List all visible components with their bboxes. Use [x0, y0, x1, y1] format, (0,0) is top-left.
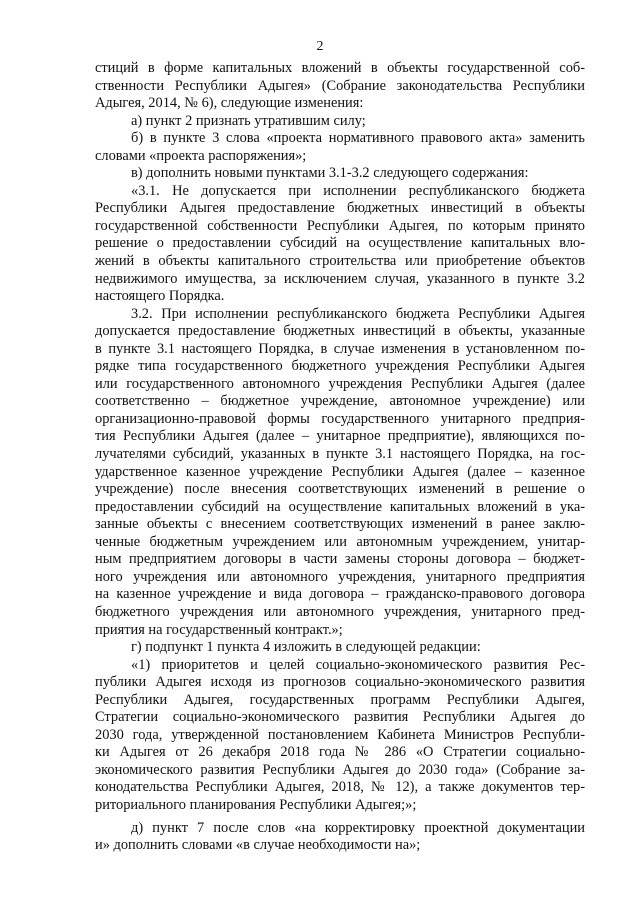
text-line: риториального планирования Республики Адыгея;»; [95, 796, 417, 813]
text-line: приятия на государственный контракт.»; [95, 621, 343, 638]
text-line: «3.1. Не допускается при исполнении республиканского бюджета [131, 182, 585, 199]
text-line: Республики Адыгея предоставление бюджетных инвестиций в объекты [95, 200, 585, 217]
text-line: учреждение) после внесения соответствующих изменений в решение о [95, 481, 585, 498]
text-line: тия Республики Адыгея (далее – унитарное предприятие), являющихся по- [95, 428, 585, 445]
text-line: настоящего Порядка. [95, 288, 225, 305]
text-line: г) подпункт 1 пункта 4 изложить в следующей редакции: [131, 639, 481, 656]
text-line: 3.2. При исполнении республиканского бюджета Республики Адыгея [131, 305, 585, 322]
text-line: д) пункт 7 после слов «на корректировку проектной документации [131, 819, 585, 836]
text-line: предоставлении субсидий на осуществление капитальных вложений в ука- [95, 498, 585, 515]
text-line: или государственного автономного учреждения Республики Адыгея (далее [95, 375, 585, 392]
text-line: «1) приоритетов и целей социально-экономического развития Рес- [131, 656, 585, 673]
text-line: 2030 года, утвержденной постановлением Кабинета Министров Республи- [95, 726, 585, 743]
text-line: допускается предоставление бюджетных инвестиций в объекты, указанные [95, 323, 585, 340]
text-line: государственной собственности Республики Адыгея, по которым принято [95, 217, 585, 234]
text-line: бюджетного учреждения или автономного учреждения, унитарного пред- [95, 603, 585, 620]
text-line: ственности Республики Адыгея» (Собрание законодательства Республики [95, 77, 585, 94]
text-line: организационно-правовой формы государственного унитарного предприя- [95, 410, 585, 427]
text-line: Стратегии социально-экономического развития Республики Адыгея до [95, 709, 585, 726]
text-line: ного учреждения или автономного учреждения, унитарного предприятия [95, 568, 585, 585]
text-line: рядке типа государственного бюджетного учреждения Республики Адыгея [95, 358, 585, 375]
text-line: в) дополнить новыми пунктами 3.1-3.2 следующего содержания: [131, 165, 529, 182]
text-line: Адыгея, 2014, № 6), следующие изменения: [95, 95, 364, 112]
text-line: экономического развития Республики Адыгея до 2030 года» (Собрание за- [95, 761, 585, 778]
text-line: недвижимого имущества, за исключением случая, указанного в пункте 3.2 [95, 270, 585, 287]
text-line: жений в объекты капитального строительства или приобретение объектов [95, 253, 585, 270]
text-line: ки Адыгея от 26 декабря 2018 года № 286 «О Стратегии социально- [95, 744, 585, 761]
text-line: занные объекты с внесением соответствующих изменений в ранее заклю- [95, 516, 585, 533]
text-line: стиций в форме капитальных вложений в объекты государственной соб- [95, 60, 585, 76]
text-line: ударственное казенное учреждение Республики Адыгея (далее – казенное [95, 463, 585, 480]
text-line: конодательства Республики Адыгея, 2018, № 12), а также документов тер- [95, 779, 585, 796]
page-number: 2 [316, 39, 324, 54]
text-line: лучателями субсидий, указанных в пункте 3.1 настоящего Порядка, на гос- [95, 446, 585, 463]
text-line: ным предприятием договоры в части замены стороны договора – бюджет- [95, 551, 585, 568]
text-line: ченные бюджетным учреждением или автономным учреждением, унитар- [95, 533, 585, 550]
text-line: на казенное учреждение и вида договора – гражданско-правового договора [95, 586, 585, 603]
text-line: соответственно – бюджетное учреждение, автономное учреждение) или [95, 393, 585, 410]
text-line: Республики Адыгея, государственных программ Республики Адыгея, [95, 691, 585, 708]
text-line: и» дополнить словами «в случае необходимости на»; [95, 837, 421, 854]
text-line: публики Адыгея исходя из прогнозов социально-экономического развития [95, 674, 585, 691]
text-line: в пункте 3.1 настоящего Порядка, в случае изменения в установленном по- [95, 340, 585, 357]
text-line: б) в пункте 3 слова «проекта нормативного правового акта» заменить [131, 130, 585, 147]
text-line: решение о предоставлении субсидий на осуществление капитальных вло- [95, 235, 585, 252]
text-line: а) пункт 2 признать утратившим силу; [131, 112, 366, 129]
document-body [95, 60, 585, 855]
text-line: словами «проекта распоряжения»; [95, 147, 307, 164]
